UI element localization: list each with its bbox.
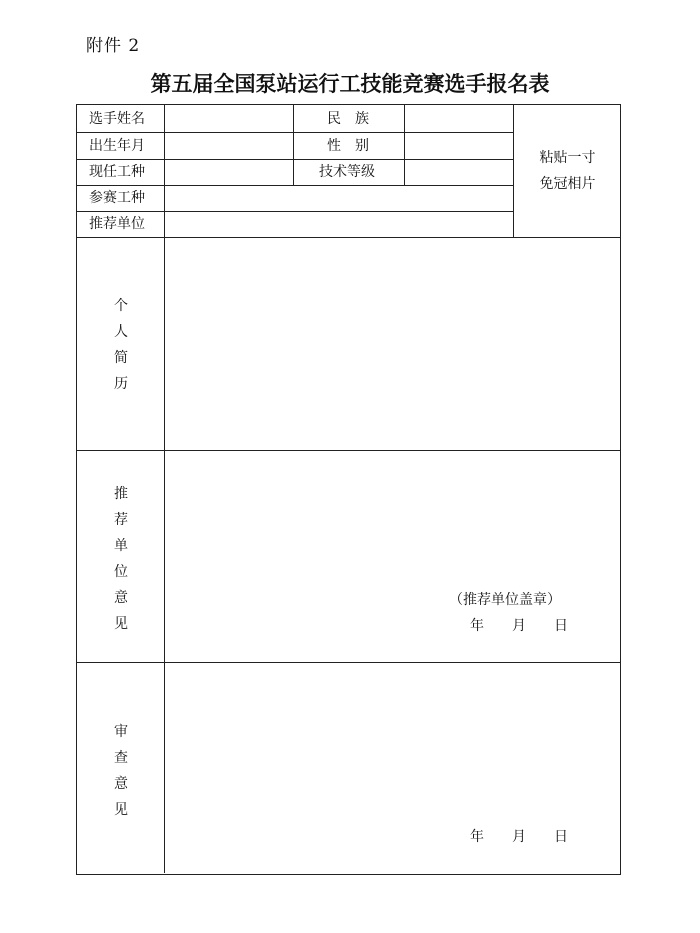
section-char: 推	[114, 486, 128, 502]
label-name: 选手姓名	[89, 111, 145, 127]
section-char: 位	[114, 564, 128, 580]
section-char: 荐	[114, 512, 128, 528]
label-birth: 出生年月	[89, 138, 145, 154]
section-label-review-opinion	[77, 719, 165, 823]
form-title: 第五届全国泵站运行工技能竞赛选手报名表	[150, 72, 550, 96]
section-char: 人	[114, 324, 128, 340]
review-opinion-date: 年 月 日	[470, 829, 568, 845]
row-line	[77, 450, 620, 451]
section-label-resume	[77, 293, 165, 397]
photo-text-line2: 免冠相片	[539, 176, 596, 192]
col-line	[293, 105, 294, 185]
row-line	[77, 237, 620, 238]
row-line	[77, 662, 620, 663]
section-char: 审	[114, 724, 128, 740]
label-gender: 性 别	[327, 138, 369, 154]
label-recommend-unit: 推荐单位	[89, 216, 145, 232]
section-char: 意	[114, 776, 128, 792]
photo-placeholder	[513, 145, 622, 197]
stamp-note: （推荐单位盖章）	[449, 592, 561, 608]
section-label-unit-opinion	[77, 481, 165, 637]
registration-form	[76, 104, 621, 875]
section-char: 查	[114, 750, 128, 766]
label-contest-job: 参赛工种	[89, 190, 145, 206]
section-char: 单	[114, 538, 128, 554]
section-char: 见	[114, 802, 128, 818]
label-tech-level: 技术等级	[319, 164, 375, 180]
section-char: 见	[114, 616, 128, 632]
attachment-label: 附件 2	[86, 36, 141, 56]
label-current-job: 现任工种	[89, 164, 145, 180]
col-line	[404, 105, 405, 185]
label-ethnicity: 民 族	[327, 111, 369, 127]
section-char: 历	[114, 376, 128, 392]
section-char: 个	[114, 298, 128, 314]
unit-opinion-date: 年 月 日	[470, 618, 568, 634]
section-char: 意	[114, 590, 128, 606]
photo-text-line1: 粘贴一寸	[539, 150, 596, 166]
section-char: 简	[114, 350, 128, 366]
